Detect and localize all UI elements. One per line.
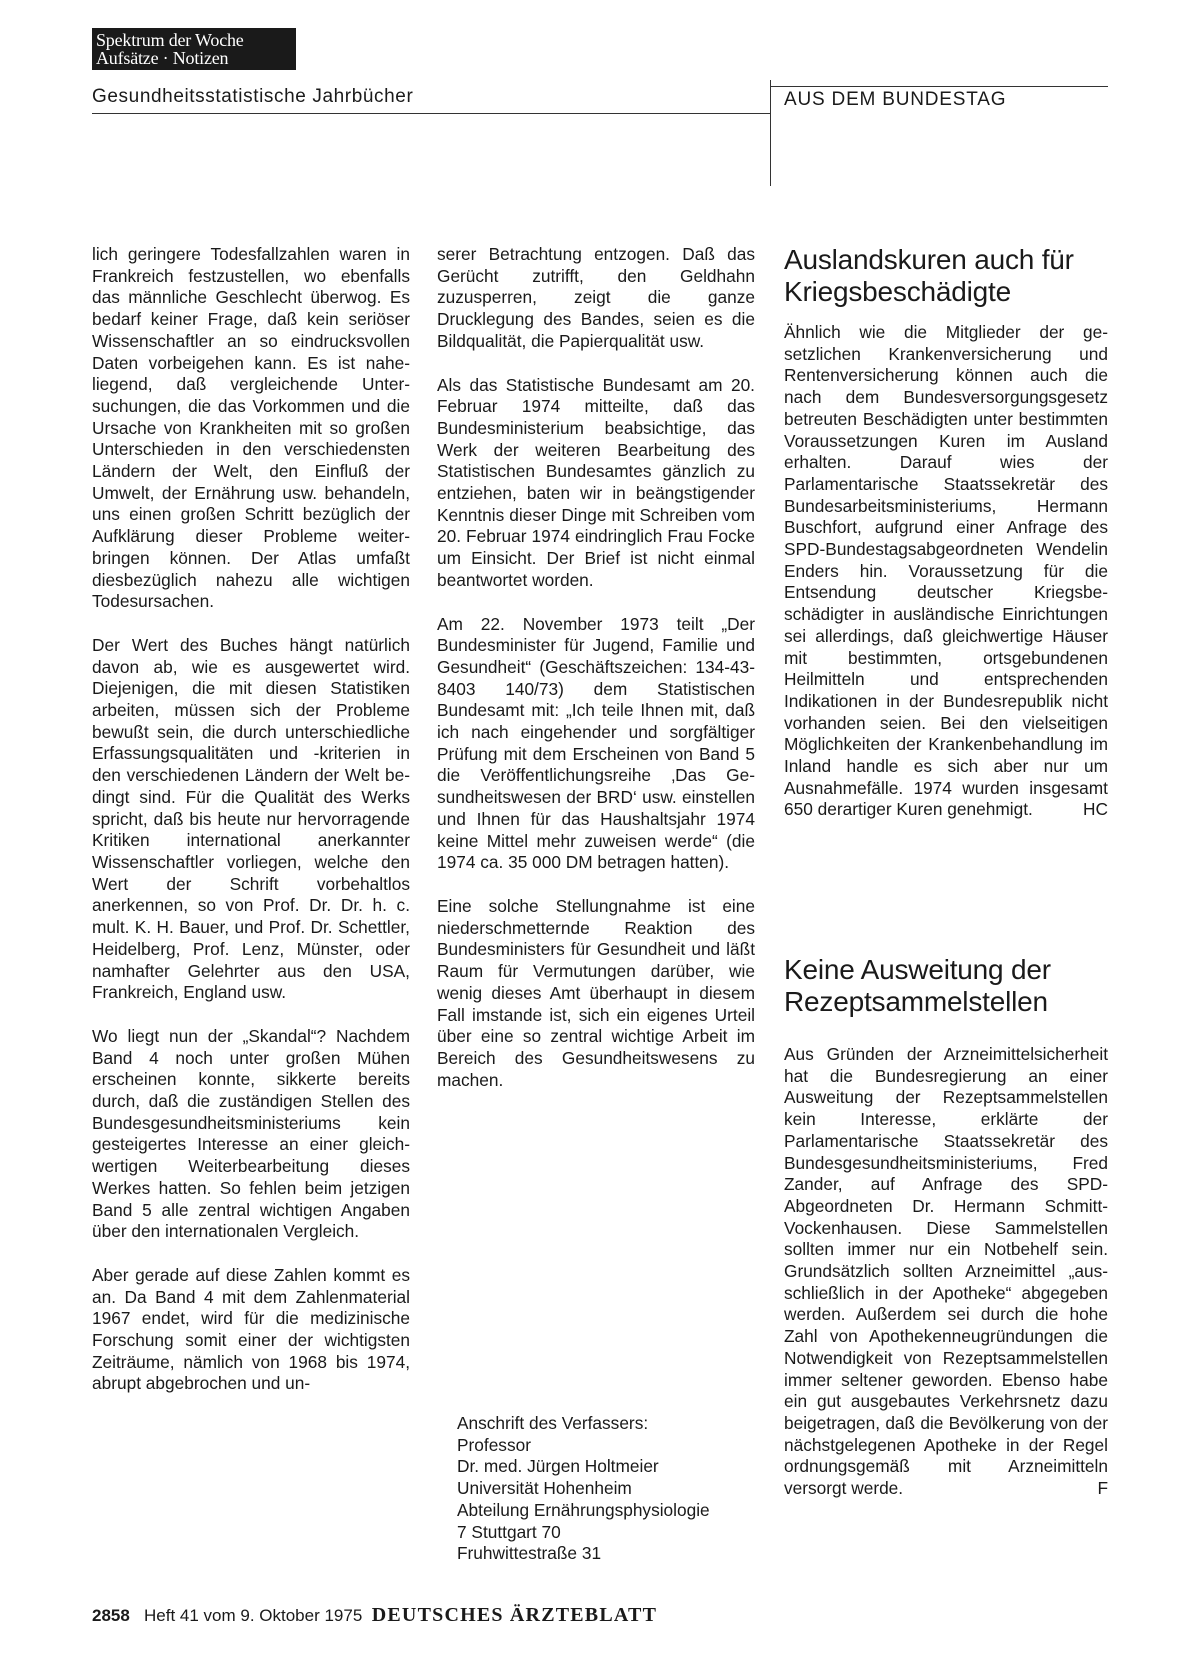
article-column-1 [92,244,410,1417]
header-rule-right [770,86,1108,87]
header-rule-left [92,113,770,114]
issue-info: Heft 41 vom 9. Oktober 1975 [144,1606,363,1625]
address-line: 7 Stuttgart 70 [457,1521,561,1542]
section-badge-line1: Spektrum der Woche [96,30,244,50]
article1-signature: HC [1083,799,1108,820]
article2-headline-line2: Rezeptsammelstellen [784,986,1048,1017]
address-line: Universität Hohenheim [457,1478,632,1499]
author-address [457,1413,710,1565]
article2-text: Aus Gründen der Arzneimittelsicherheit hat die Bundesregierung an einer Ausweitung der Rezeptsammelstellen kein Interesse, erklärte der Parlamentarische Staatssekretär des Bundesgesundheitsministeriums, Fred Zander, auf Anfrage des SPD-Abgeordneten Dr. Hermann Schmitt-Vockenhausen. Diese Sammelstellen sollten immer nur ein Notbehelf sein. Grundsätzlich sollten Arzneimittel „ausschließlich in der Apotheke“ abgegeben werden. Außerdem sei durch die hohe Zahl von Apothekenneugründungen die Notwendigkeit von Rezeptsammelstellen immer seltener geworden. Ebenso habe ein gut ausgebautes Verkehrsnetz dazu beigetragen, daß die Bevölkerung von der nächstgelegenen Apotheke in der Regel ordnungsgemäß mit Arzneimitteln versorgt werde. [784,1044,1108,1499]
magazine-name: DEUTSCHES ÄRZTEBLATT [371,1604,658,1626]
address-line: Professor [457,1434,531,1455]
section-badge-line2: Aufsätze · Notizen [96,48,229,68]
article-column-2 [437,244,755,1113]
page-footer [92,1604,657,1627]
article2-signature: F [1097,1478,1108,1499]
paragraph: Der Wert des Buches hängt natürlich davon ab, wie es ausgewertet wird. Diejenigen, die mit diesen Statistiken arbeiten, müssen sich der Probleme bewußt sein, die durch unterschiedliche Erfassungsqualitäten und -kriterien in den verschiedenen Ländern der Welt bedingt sind. Für die Qualität des Werks spricht, daß bis heute nur hervorragende Kritiken international anerkannter Wissenschaftler vorliegen, welche den Wert der Schrift vorbehaltlos anerkennen, so von Prof. Dr. Dr. h. c. mult. K. H. Bauer, und Prof. Dr. Schettler, Heidelberg, Prof. Lenz, Münster, oder namhafter Gelehrter aus den USA, Frankreich, England usw. [92,634,410,1003]
paragraph: lich geringere Todesfallzahlen waren in Frankreich festzustellen, wo ebenfalls das männliche Geschlecht überwog. Es bedarf keiner Frage, daß kein seriöser Wissenschaftler an so eindrucksvollen Daten vorbeigehen kann. Es ist naheliegend, daß vergleichende Untersuchungen, die das Vorkommen und die Ursache von Krankheiten mit so großen Unterschieden in den verschiedensten Ländern der Welt, den Einfluß der Umwelt, der Ernährung usw. behandeln, uns einen großen Schritt bezüglich der Aufklärung dieser Probleme weiterbringen können. Der Atlas umfaßt diesbezüglich nahezu alle wichtigen Todesursachen. [92,244,410,612]
address-line: Abteilung Ernährungsphysiologie [457,1499,710,1520]
paragraph: Wo liegt nun der „Skandal“? Nachdem Band 4 noch unter großen Mühen erscheinen konnte, sikkerte bereits durch, daß die zuständigen Stellen des Bundesgesundheitsministeriums kein gesteigertes Interesse an einer gleichwertigen Weiterbearbeitung dieses Werkes hatten. So fehlen beim jetzigen Band 5 alle zentral wichtigen Angaben über den internationalen Vergleich. [92,1025,410,1242]
article2-headline-line1: Keine Ausweitung der [784,954,1051,985]
address-line: Anschrift des Verfassers: [457,1413,649,1433]
article1-headline-line1: Auslandskuren auch für [784,244,1074,275]
paragraph: serer Betrachtung entzogen. Daß das Gerücht zutrifft, den Geldhahn zuzusperren, zeigt die ganze Drucklegung des Bandes, seien es die Bildqualität, die Papierqualität usw. [437,244,755,351]
paragraph: Als das Statistische Bundesamt am 20. Februar 1974 mitteilte, daß das Bundesministerium beabsichtige, das Werk der weiteren Bearbeitung des Statistischen Bundesamtes gänzlich zu entziehen, baten wir in beängstigender Kenntnis dieser Dinge mit Schreiben vom 20. Februar 1974 eindringlich Frau Focke um Einsicht. Der Brief ist nicht einmal beantwortet worden. [437,374,755,590]
header-right-title: AUS DEM BUNDESTAG [784,89,1007,110]
paragraph: Am 22. November 1973 teilt „Der Bundesminister für Jugend, Familie und Gesundheit“ (Geschäftszeichen: 134-43-8403 140/73) dem Statistischen Bundesamt mit: „Ich teile Ihnen mit, daß ich nach eingehender und sorgfältiger Prüfung mit dem Erscheinen von Band 5 die Veröffentlichungsreihe ‚Das Gesundheitswesen der BRD‘ usw. einstellen und Ihnen für das Haushaltsjahr 1974 keine Mittel mehr zuweisen werde“ (die 1974 ca. 35 000 DM betragen hatten). [437,613,755,873]
paragraph: Aber gerade auf diese Zahlen kommt es an. Da Band 4 mit dem Zahlenmaterial 1967 endet, wird für die medizinische Forschung somit einer der wichtigsten Zeiträume, nämlich von 1968 bis 1974, abrupt abgebrochen und un- [92,1264,410,1394]
article1-body [784,322,1108,821]
section-badge [92,28,296,70]
paragraph: Eine solche Stellungnahme ist eine niederschmetternde Reaktion des Bundesministers für Gesundheit und läßt Raum für Vermutungen darüber, wie wenig dieses Amt überhaupt in diesem Fall imstande ist, sich ein eigenes Urteil über eine so zentral wichtige Arbeit im Bereich des Gesundheitswesens zu machen. [437,895,755,1090]
article2-headline [784,954,1114,1018]
address-line: Dr. med. Jürgen Holtmeier [457,1456,659,1477]
article1-headline-line2: Kriegsbeschädigte [784,276,1011,307]
column-divider [770,80,771,186]
article1-text: Ähnlich wie die Mitglieder der gesetzlichen Krankenversicherung und Rentenversicherung können auch die nach dem Bundesversorgungsgesetz betreuten Beschädigten unter bestimmten Voraussetzungen Kuren im Ausland erhalten. Darauf wies der Parlamentarische Staatssekretär des Bundesarbeitsministeriums, Hermann Buschfort, aufgrund einer Anfrage des SPD-Bundestagsabgeordneten Wendelin Enders hin. Voraussetzung für die Entsendung deutscher Kriegsbeschädigter in ausländische Einrichtungen sei allerdings, daß gleichwertige Häuser mit bestimmten, ortsgebundenen Heilmitteln und entsprechenden Indikationen in der Bundesrepublik nicht vorhanden seien. Bei den vielseitigen Möglichkeiten der Krankenbehandlung im Inland handle es sich aber nur um Ausnahmefälle. 1974 wurden insgesamt 650 derartiger Kuren genehmigt. [784,322,1108,820]
article2-body [784,1044,1108,1500]
article1-headline [784,244,1114,308]
address-line: Fruhwittestraße 31 [457,1543,602,1564]
header-left-title: Gesundheitsstatistische Jahrbücher [92,86,414,107]
page-number: 2858 [92,1606,130,1625]
